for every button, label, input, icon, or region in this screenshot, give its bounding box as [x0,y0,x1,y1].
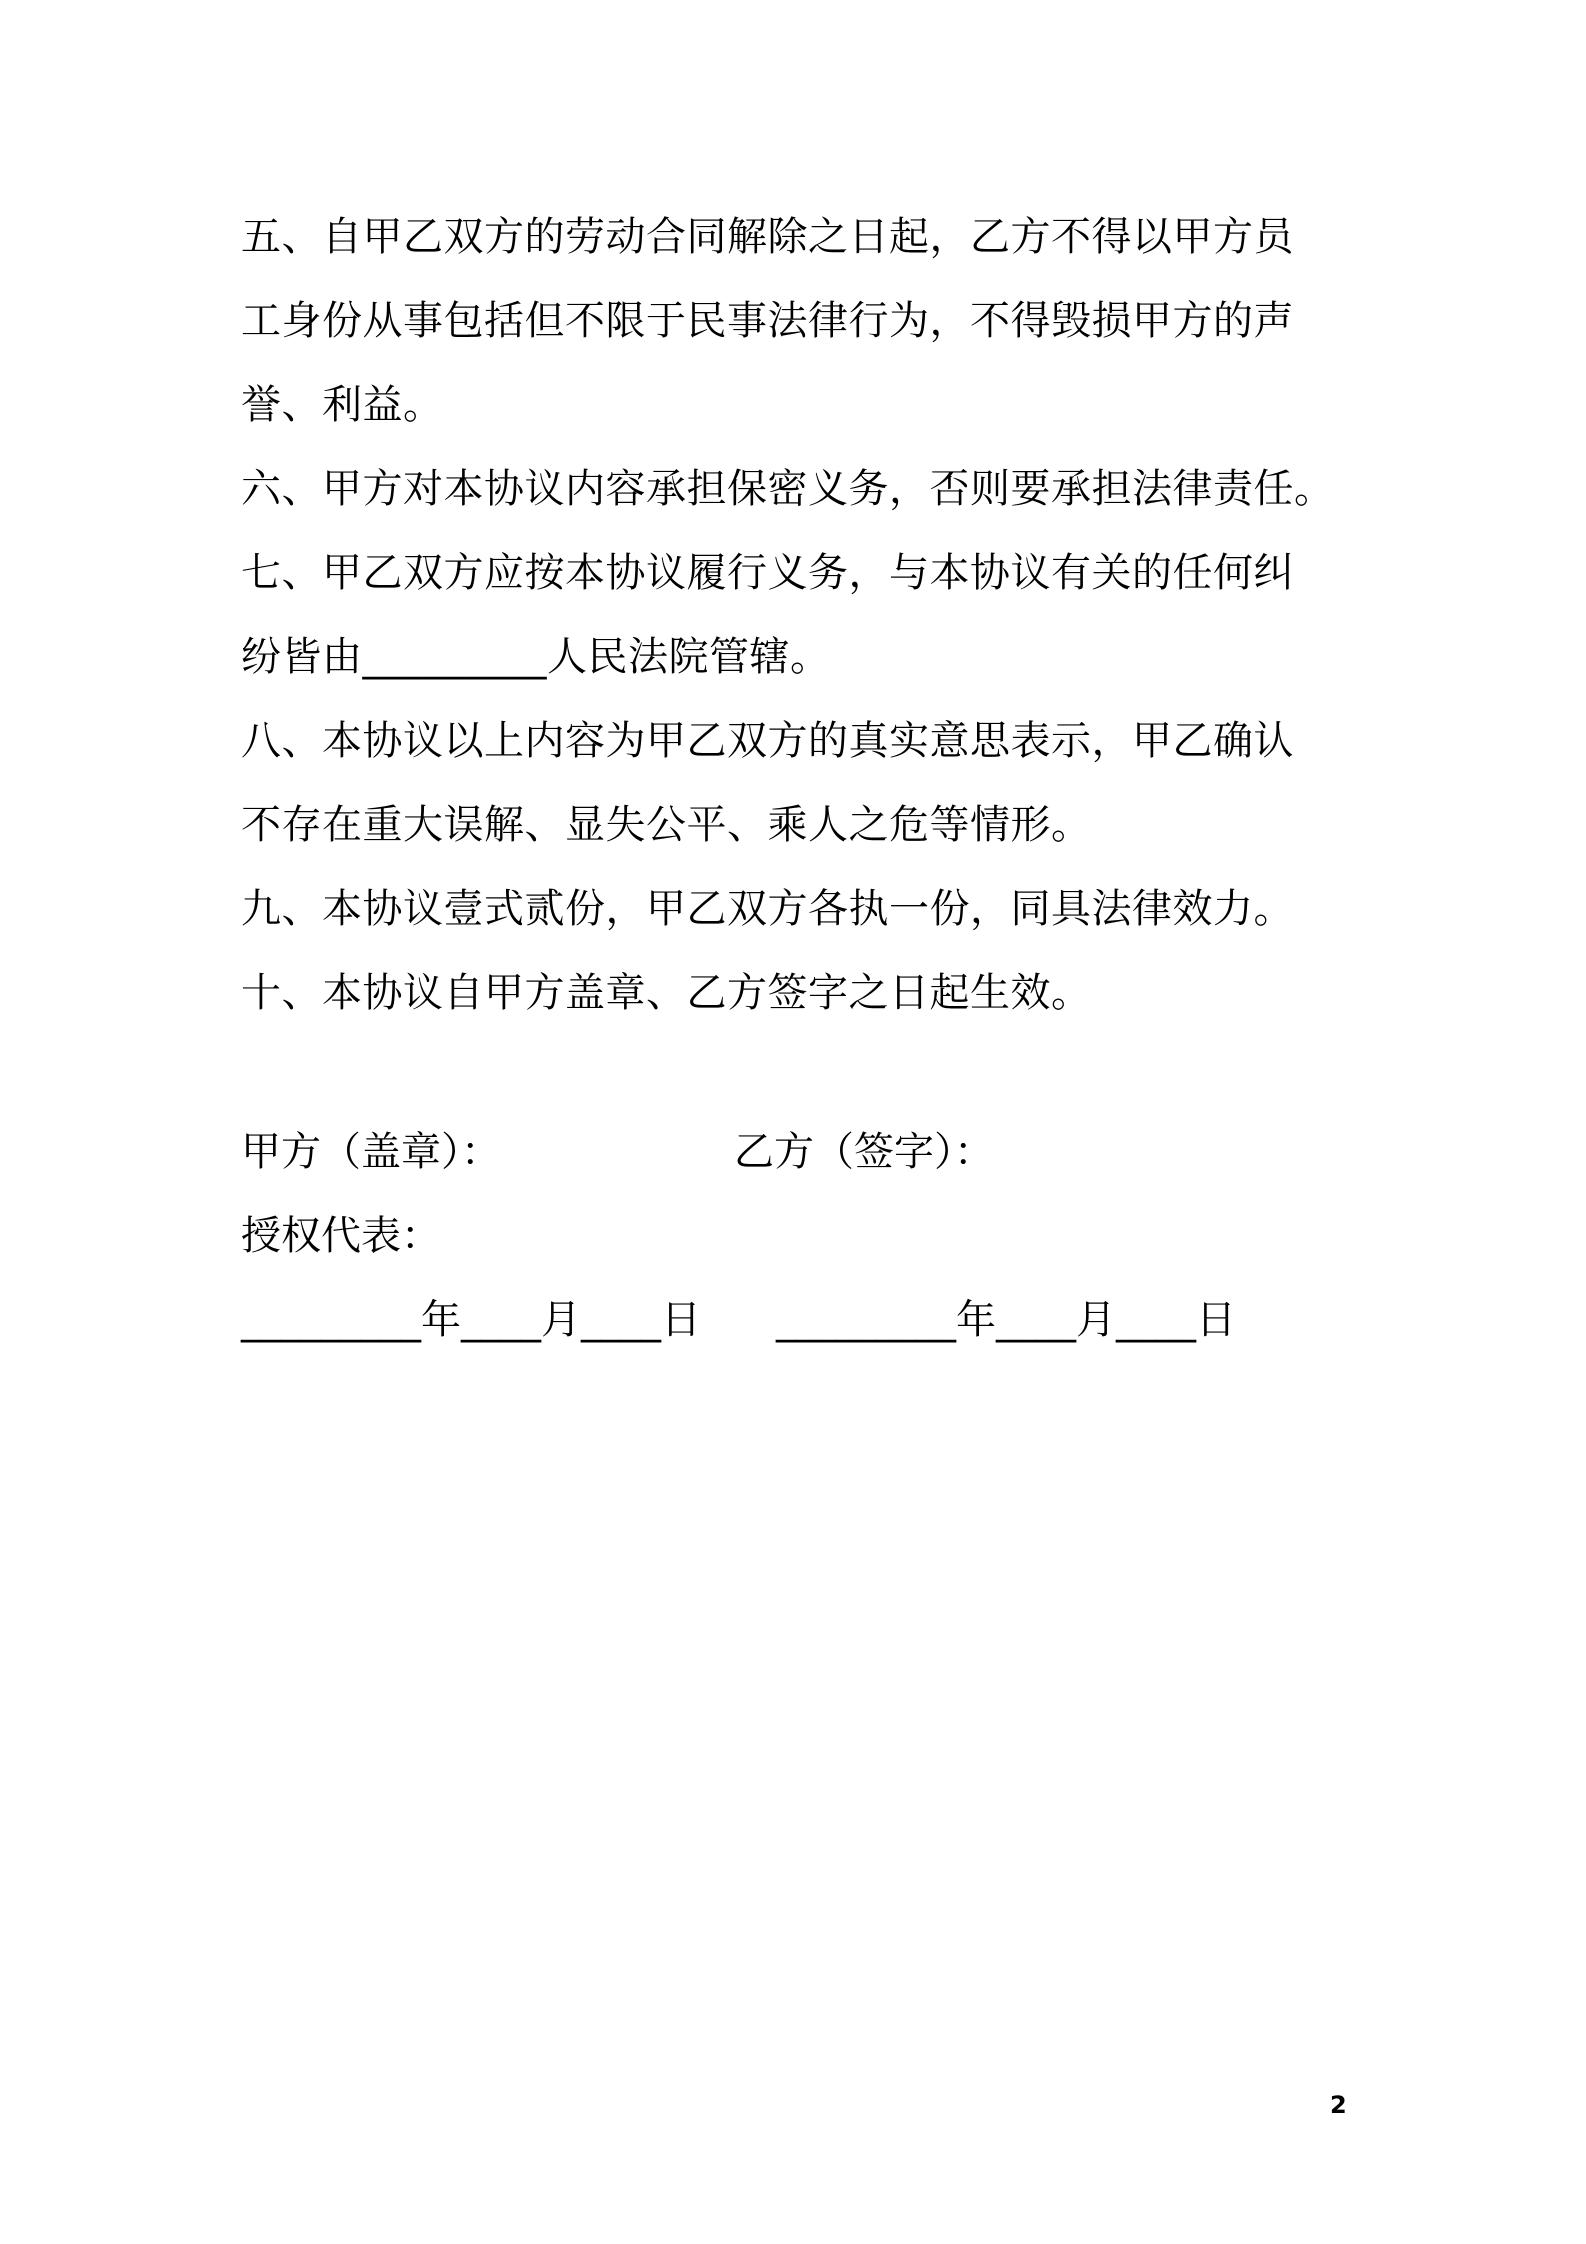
signature-block [241,1110,1361,1362]
clause-5-line-2: 工身份从事包括但不限于民事法律行为，不得毁损甲方的声 [241,298,1294,344]
clause-9-line-1: 九、本协议壹式贰份，甲乙双方各执一份，同具法律效力。 [241,886,1294,932]
clause-7-line-2: 纷皆由_________人民法院管辖。 [241,634,831,680]
clause-10-line-1: 十、本协议自甲方盖章、乙方签字之日起生效。 [241,970,1092,1016]
party-a-date: _________年____月____日 [241,1297,701,1343]
clause-8-line-1: 八、本协议以上内容为甲乙双方的真实意思表示，甲乙确认 [241,718,1294,764]
agreement-clauses [241,195,1361,1035]
party-b-date: _________年____月____日 [776,1297,1236,1343]
clause-6-line-1: 六、甲方对本协议内容承担保密义务，否则要承担法律责任。 [241,466,1335,512]
party-a-label: 甲方（盖章）： [241,1129,501,1175]
party-b-label: 乙方（签字）： [734,1129,994,1175]
clause-5-line-1: 五、自甲乙双方的劳动合同解除之日起，乙方不得以甲方员 [241,214,1294,260]
party-labels-row [241,1110,1361,1194]
page-number: 2 [1330,2091,1347,2119]
clause-5-line-3: 誉、利益。 [241,382,444,428]
representative-row [241,1194,1361,1278]
clause-8-line-2: 不存在重大误解、显失公平、乘人之危等情形。 [241,802,1092,848]
representative-label: 授权代表： [241,1213,441,1259]
date-row [241,1278,1361,1362]
clause-7-line-1: 七、甲乙双方应按本协议履行义务，与本协议有关的任何纠 [241,550,1294,596]
